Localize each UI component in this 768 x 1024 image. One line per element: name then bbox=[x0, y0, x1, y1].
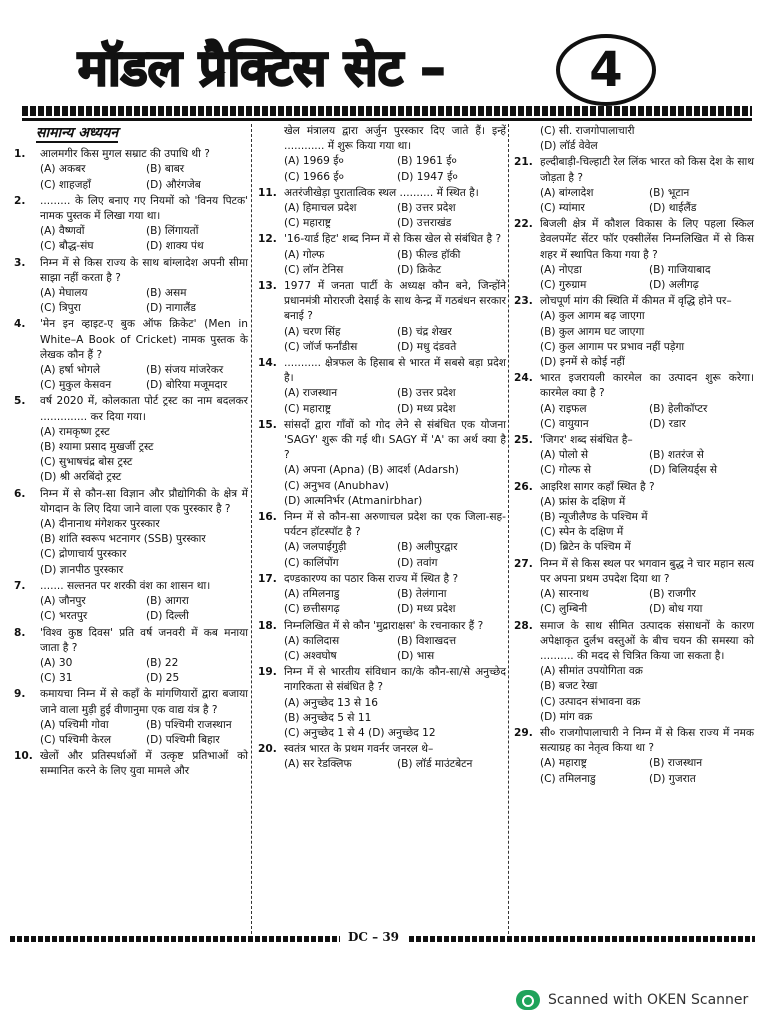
question-item bbox=[256, 665, 506, 741]
question-number: 27. bbox=[514, 557, 533, 570]
answer-option: (C) महाराष्ट्र bbox=[284, 217, 331, 230]
question-text: निम्नलिखित में से कौन 'मुद्राराक्षस' के रचनाकार हैं ? bbox=[284, 619, 484, 632]
answer-option: (B) शांति स्वरूप भटनागर (SSB) पुरस्कार bbox=[40, 533, 206, 546]
answer-option: (A) पश्चिमी गोवा bbox=[40, 718, 109, 731]
answer-option: (B) फील्ड हॉकी bbox=[397, 248, 461, 261]
answer-option: (D) रडार bbox=[649, 417, 686, 430]
answer-option: (C) छत्तीसगढ़ bbox=[284, 603, 340, 616]
question-text: समाज के साथ सीमित उत्पादक संसाधनों के कारण अपेक्षाकृत दुर्लभ वस्तुओं के बीच चयन की समस्या को .......... की मदद से चित्रित किया जा सकता है। bbox=[540, 619, 754, 662]
question-item bbox=[512, 217, 754, 293]
answer-option: (D) मांग वक्र bbox=[540, 710, 593, 723]
question-number: 4. bbox=[14, 318, 26, 331]
answer-options bbox=[540, 664, 754, 725]
question-item bbox=[512, 155, 754, 216]
answer-option: (D) बोरिया मजूमदार bbox=[146, 379, 228, 392]
answer-option: (D) आत्मनिर्भर (Atmanirbhar) bbox=[284, 494, 423, 507]
question-number: 14. bbox=[258, 357, 277, 370]
answer-option: (A) हिमाचल प्रदेश bbox=[284, 202, 357, 215]
answer-option: (B) लिंगायतों bbox=[146, 225, 199, 238]
question-text: निम्न में से कौन-सा अरुणाचल प्रदेश का एक जिला-सह-पर्यटन हॉटस्पॉट है ? bbox=[284, 511, 506, 539]
answer-options bbox=[284, 325, 506, 355]
answer-option: (D) श्री अरबिंदो ट्रस्ट bbox=[40, 471, 122, 484]
question-text: दण्डकारण्य का पठार किस राज्य में स्थित है ? bbox=[284, 572, 459, 585]
answer-option: (C) तमिलनाडु bbox=[540, 772, 596, 785]
answer-option: (B) शतरंज से bbox=[649, 449, 704, 462]
question-number: 1. bbox=[14, 148, 26, 161]
question-number: 3. bbox=[14, 256, 26, 269]
header-divider bbox=[22, 106, 752, 116]
answer-option: (A) राइफल bbox=[540, 402, 587, 415]
answer-options bbox=[40, 718, 248, 748]
answer-options bbox=[284, 248, 506, 278]
question-item bbox=[12, 394, 248, 485]
answer-option: (A) चरण सिंह bbox=[284, 325, 341, 338]
answer-option: (C) महाराष्ट्र bbox=[284, 402, 331, 415]
answer-option: (D) मध्य प्रदेश bbox=[397, 603, 456, 616]
question-number: 13. bbox=[258, 280, 277, 293]
question-item bbox=[512, 371, 754, 432]
answer-option: (C) 1966 ई० bbox=[284, 170, 345, 183]
question-number: 19. bbox=[258, 666, 277, 679]
answer-option: (A) अपना (Apna) (B) आदर्श (Adarsh) bbox=[284, 464, 459, 477]
page-title bbox=[78, 22, 578, 110]
question-item bbox=[12, 317, 248, 393]
answer-option: (A) अकबर bbox=[40, 163, 86, 176]
answer-option: (A) 30 bbox=[40, 656, 73, 669]
answer-option: (A) राजस्थान bbox=[284, 387, 338, 400]
answer-option: (D) पश्चिमी बिहार bbox=[146, 733, 220, 746]
answer-options bbox=[40, 363, 248, 393]
answer-option: (B) लॉर्ड माउंटबेटन bbox=[397, 758, 473, 771]
answer-options bbox=[540, 309, 754, 370]
answer-options bbox=[40, 594, 248, 624]
question-number: 29. bbox=[514, 726, 533, 739]
question-item bbox=[256, 186, 506, 232]
question-text: आइरिश सागर कहाँ स्थित है ? bbox=[540, 480, 655, 493]
question-text: 'मेन इन व्हाइट-ए बुक ऑफ क्रिकेट' (Men in White–A Book of Cricket) नामक पुस्तक के लेखक कौन हैं ? bbox=[40, 318, 248, 361]
answer-option: (C) अश्वघोष bbox=[284, 649, 337, 662]
answer-option: (D) उत्तराखंड bbox=[397, 217, 452, 230]
answer-option: (B) श्यामा प्रसाद मुखर्जी ट्रस्ट bbox=[40, 441, 154, 454]
question-item bbox=[512, 726, 754, 787]
question-number: 6. bbox=[14, 487, 26, 500]
question-item bbox=[512, 557, 754, 618]
answer-option: (A) गोल्फ bbox=[284, 248, 325, 261]
answer-option: (D) क्रिकेट bbox=[397, 263, 442, 276]
scanner-watermark bbox=[516, 990, 748, 1010]
section-heading: सामान्य अध्ययन bbox=[36, 126, 118, 143]
answer-option: (D) मध्य प्रदेश bbox=[397, 402, 456, 415]
answer-option: (C) 31 bbox=[40, 672, 73, 685]
question-number: 18. bbox=[258, 619, 277, 632]
question-number: 28. bbox=[514, 619, 533, 632]
answer-options bbox=[284, 587, 506, 617]
answer-options bbox=[540, 587, 754, 617]
question-text: स्वतंत्र भारत के प्रथम गवर्नर जनरल थे– bbox=[284, 743, 434, 756]
answer-option: (D) बिलियर्ड्स से bbox=[649, 464, 718, 477]
answer-option: (B) बजट रेखा bbox=[540, 680, 598, 693]
answer-option: (B) भूटान bbox=[649, 186, 690, 199]
question-number: 12. bbox=[258, 233, 277, 246]
answer-option: (D) शाक्य पंथ bbox=[146, 240, 204, 253]
answer-option: (C) वायुयान bbox=[540, 417, 589, 430]
answer-option: (C) त्रिपुरा bbox=[40, 302, 81, 315]
answer-option: (B) उत्तर प्रदेश bbox=[397, 202, 456, 215]
question-text: 'विश्व कुष्ठ दिवस' प्रति वर्ष जनवरी में कब मनाया जाता है ? bbox=[40, 626, 248, 654]
question-item bbox=[256, 510, 506, 571]
question-item bbox=[256, 232, 506, 278]
question-text: निम्न में से कौन-सा विज्ञान और प्रौद्योगिकी के क्षेत्र में योगदान के लिए दिया जाने वाला एक पुरस्कार है ? bbox=[40, 487, 248, 515]
answer-option: (D) 1947 ई० bbox=[397, 170, 458, 183]
question-text: खेल मंत्रालय द्वारा अर्जुन पुरस्कार दिए जाते हैं। इन्हें ............ में शुरू किया गया था। bbox=[284, 125, 506, 153]
question-item bbox=[512, 480, 754, 556]
answer-option: (D) ब्रिटेन के पश्चिम में bbox=[540, 541, 631, 554]
question-text: हल्दीबाड़ी-चिल्हाटी रेल लिंक भारत को किस देश के साथ जोड़ता है ? bbox=[540, 156, 754, 184]
answer-option: (A) सारनाथ bbox=[540, 588, 589, 601]
answer-option: (B) राजस्थान bbox=[649, 757, 703, 770]
answer-option: (A) वैष्णवों bbox=[40, 225, 85, 238]
answer-options bbox=[40, 517, 248, 578]
question-item bbox=[12, 626, 248, 687]
answer-option: (A) कालिदास bbox=[284, 634, 340, 647]
answer-options bbox=[284, 540, 506, 570]
answer-option: (C) कुल आगाम पर प्रभाव नहीं पड़ेगा bbox=[540, 340, 685, 353]
answer-options bbox=[540, 402, 754, 432]
column-divider-1 bbox=[251, 124, 252, 934]
question-text: निम्न में से भारतीय संविधान का/के कौन-सा/से अनुच्छेद नागरिकता से संबंधित है ? bbox=[284, 666, 506, 694]
answer-option: (B) कुल आगम घट जाएगा bbox=[540, 325, 645, 338]
question-text: कमायचा निम्न में से कहाँ के मांगणियारों द्वारा बजाया जाने वाला मुड़ी हुई वीणानुमा एक वाद्य यंत्र है ? bbox=[40, 688, 248, 716]
question-text: भारत इजरायली कारमेल का उत्पादन शुरू करेगा। कारमेल क्या है ? bbox=[540, 372, 754, 400]
answer-option: (B) आगरा bbox=[146, 595, 189, 608]
answer-option: (B) 1961 ई० bbox=[397, 155, 457, 168]
question-text: सांसदों द्वारा गाँवों को गोद लेने से संबंधित एक योजना 'SAGY' शुरू की गई थी। SAGY में 'A' का अर्थ क्या है ? bbox=[284, 418, 506, 462]
answer-option: (A) अनुच्छेद 13 से 16 bbox=[284, 696, 379, 709]
answer-option: (C) जॉर्ज फर्नांडीस bbox=[284, 340, 358, 353]
answer-option: (B) हेलीकॉप्टर bbox=[649, 402, 708, 415]
answer-option: (C) सुभाषचंद्र बोस ट्रस्ट bbox=[40, 456, 133, 469]
question-text: लोचपूर्ण मांग की स्थिति में कीमत में वृद्धि होने पर– bbox=[540, 295, 732, 308]
question-number: 21. bbox=[514, 156, 533, 169]
answer-option: (C) लुम्बिनी bbox=[540, 603, 588, 616]
answer-option: (D) थाईलैंड bbox=[649, 202, 697, 215]
question-text: 'जिगर' शब्द संबंधित है– bbox=[540, 434, 633, 447]
question-item bbox=[256, 279, 506, 355]
question-text: ........... क्षेत्रफल के हिसाब से भारत में सबसे बड़ा प्रदेश है। bbox=[284, 357, 506, 385]
answer-option: (A) हर्षा भोगले bbox=[40, 364, 101, 377]
answer-option: (B) संजय मांजरेकर bbox=[146, 364, 224, 377]
answer-option: (B) बाबर bbox=[146, 163, 185, 176]
scanner-text: Scanned with OKEN Scanner bbox=[548, 992, 749, 1008]
answer-option: (B) चंद्र शेखर bbox=[397, 325, 452, 338]
answer-options bbox=[540, 756, 754, 786]
question-number: 17. bbox=[258, 572, 277, 585]
question-text: ....... सल्तनत पर शरकी वंश का शासन था। bbox=[40, 579, 211, 592]
answer-option: (D) गुजरात bbox=[649, 772, 696, 785]
question-item bbox=[256, 418, 506, 509]
answer-option: (A) तमिलनाडु bbox=[284, 588, 340, 601]
answer-option: (B) अलीपुरद्वार bbox=[397, 541, 458, 554]
question-item bbox=[256, 742, 506, 772]
answer-option: (C) स्पेन के दक्षिण में bbox=[540, 526, 624, 539]
answer-option: (C) द्रोणाचार्य पुरस्कार bbox=[40, 548, 127, 561]
question-number: 26. bbox=[514, 480, 533, 493]
question-text: निम्न में से किस राज्य के साथ बांग्लादेश अपनी सीमा साझा नहीं करता है ? bbox=[40, 256, 248, 284]
answer-option: (C) अनुच्छेद 1 से 4 (D) अनुच्छेद 12 bbox=[284, 726, 436, 739]
answer-option: (D) भास bbox=[397, 649, 435, 662]
answer-option: (A) सीमांत उपयोगिता वक्र bbox=[540, 665, 643, 678]
answer-options bbox=[284, 757, 506, 772]
answer-option: (A) जौनपुर bbox=[40, 595, 86, 608]
question-item bbox=[12, 147, 248, 193]
question-column-3 bbox=[512, 124, 754, 788]
answer-option: (D) लॉर्ड वेवेल bbox=[540, 140, 598, 153]
question-item bbox=[512, 294, 754, 370]
question-column-1 bbox=[12, 124, 248, 781]
question-text: बिजली क्षेत्र में कौशल विकास के लिए पहला स्किल डेवलपमेंट सेंटर फॉर एक्सीलेंस निम्नलिखित में से किस शहर में स्थापित किया गया है ? bbox=[540, 218, 754, 261]
question-item bbox=[512, 619, 754, 725]
answer-option: (C) उत्पादन संभावना वक्र bbox=[540, 695, 641, 708]
question-item bbox=[12, 256, 248, 317]
answer-option: (C) कालिंपोंग bbox=[284, 556, 339, 569]
answer-option: (C) सी. राजगोपालाचारी bbox=[540, 125, 635, 137]
answer-option: (D) ज्ञानपीठ पुरस्कार bbox=[40, 563, 124, 576]
answer-options bbox=[284, 696, 506, 742]
answer-option: (C) भरतपुर bbox=[40, 610, 88, 623]
question-item bbox=[12, 687, 248, 748]
answer-option: (B) राजगीर bbox=[649, 588, 696, 601]
answer-option: (B) तेलंगाना bbox=[397, 588, 447, 601]
question-number: 25. bbox=[514, 434, 533, 447]
question-number: 2. bbox=[14, 194, 26, 207]
answer-option: (A) 1969 ई० bbox=[284, 155, 344, 168]
question-text: निम्न में से किस स्थल पर भगवान बुद्ध ने चार महान सत्य पर अपना प्रथम उपदेश दिया था ? bbox=[540, 557, 754, 585]
answer-options bbox=[284, 634, 506, 664]
question-text: '16-यार्ड हिट' शब्द निम्न में से किस खेल से संबंधित है ? bbox=[284, 233, 502, 246]
set-number-badge: 4 bbox=[556, 34, 656, 106]
answer-option: (B) अनुच्छेद 5 से 11 bbox=[284, 711, 372, 724]
answer-option: (C) म्यांमार bbox=[540, 202, 585, 215]
answer-option: (A) कुल आगम बढ़ जाएगा bbox=[540, 310, 645, 323]
answer-option: (A) दीनानाथ मंगेशकर पुरस्कार bbox=[40, 518, 160, 531]
question-number: 8. bbox=[14, 626, 26, 639]
question-number: 7. bbox=[14, 579, 26, 592]
answer-option: (C) पश्चिमी केरल bbox=[40, 733, 112, 746]
scanner-logo-icon bbox=[516, 990, 540, 1010]
question-text: खेलों और प्रतिस्पर्धाओं में उत्कृष्ट प्रतिभाओं को सम्मानित करने के लिए युवा मामले और bbox=[40, 750, 248, 778]
answer-options bbox=[284, 386, 506, 416]
answer-option: (D) अलीगढ़ bbox=[649, 279, 699, 292]
answer-options bbox=[284, 201, 506, 231]
answer-option: (B) न्यूजीलैण्ड के पश्चिम में bbox=[540, 511, 648, 524]
question-item bbox=[12, 749, 248, 779]
answer-options bbox=[540, 124, 754, 154]
question-number: 23. bbox=[514, 295, 533, 308]
answer-options bbox=[284, 154, 506, 184]
title-text: मॉडल प्रैक्टिस सेट – bbox=[78, 39, 446, 97]
answer-options bbox=[540, 448, 754, 478]
question-number: 16. bbox=[258, 511, 277, 524]
page-number: DC – 39 bbox=[340, 930, 407, 944]
answer-option: (C) गोल्फ से bbox=[540, 464, 591, 477]
question-item bbox=[512, 124, 754, 154]
answer-option: (C) लॉन टेनिस bbox=[284, 263, 344, 276]
answer-option: (C) मुकुल केसवन bbox=[40, 379, 112, 392]
question-number: 22. bbox=[514, 218, 533, 231]
question-number: 10. bbox=[14, 750, 33, 763]
answer-option: (A) बांग्लादेश bbox=[540, 186, 594, 199]
answer-option: (A) जलपाईगुड़ी bbox=[284, 541, 347, 554]
answer-options bbox=[284, 463, 506, 509]
question-text: सी० राजगोपालाचारी ने निम्न में से किस राज्य में नमक सत्याग्रह का नेतृत्व किया था ? bbox=[540, 726, 754, 755]
answer-option: (B) 22 bbox=[146, 656, 179, 669]
question-text: वर्ष 2020 में, कोलकाता पोर्ट ट्रस्ट का नाम बदलकर .............. कर दिया गया। bbox=[40, 395, 248, 423]
question-column-2 bbox=[256, 124, 506, 774]
answer-option: (C) अनुभव (Anubhav) bbox=[284, 479, 389, 492]
answer-option: (A) महाराष्ट्र bbox=[540, 757, 587, 770]
answer-option: (D) दिल्ली bbox=[146, 610, 189, 623]
answer-option: (D) औरंगजेब bbox=[146, 178, 201, 191]
answer-options bbox=[540, 186, 754, 216]
answer-option: (A) नोएडा bbox=[540, 263, 582, 276]
question-item bbox=[12, 487, 248, 578]
question-item bbox=[256, 356, 506, 417]
answer-option: (A) मेघालय bbox=[40, 287, 88, 300]
answer-options bbox=[40, 224, 248, 254]
answer-option: (C) शाहजहाँ bbox=[40, 178, 91, 191]
answer-options bbox=[540, 495, 754, 556]
answer-option: (D) इनमें से कोई नहीं bbox=[540, 356, 625, 369]
answer-option: (D) बोध गया bbox=[649, 603, 703, 616]
column-divider-2 bbox=[508, 124, 509, 934]
answer-option: (A) रामकृष्ण ट्रस्ट bbox=[40, 425, 110, 438]
question-text: ......... के लिए बनाए गए नियमों को 'विनय पिटक' नामक पुस्तक में लिखा गया था। bbox=[40, 194, 248, 223]
answer-option: (B) गाजियाबाद bbox=[649, 263, 711, 276]
answer-option: (B) उत्तर प्रदेश bbox=[397, 387, 456, 400]
answer-options bbox=[40, 162, 248, 192]
question-text: 1977 में जनता पार्टी के अध्यक्ष कौन बने, जिन्होंने प्रधानमंत्री मोरारजी देसाई के साथ केन्द्र में गठबंधन सरकार बनाई ? bbox=[284, 280, 506, 323]
answer-option: (C) बौद्ध-संघ bbox=[40, 240, 94, 253]
answer-option: (D) 25 bbox=[146, 672, 180, 685]
question-item bbox=[256, 619, 506, 665]
answer-option: (A) फ्रांस के दक्षिण में bbox=[540, 495, 626, 508]
header-divider-line bbox=[22, 118, 752, 121]
answer-option: (D) तवांग bbox=[397, 556, 438, 569]
question-item bbox=[256, 572, 506, 618]
question-number: 9. bbox=[14, 688, 26, 701]
answer-options bbox=[40, 656, 248, 686]
answer-option: (B) विशाखदत्त bbox=[397, 634, 457, 647]
answer-option: (A) सर रेडक्लिफ bbox=[284, 758, 352, 771]
answer-option: (B) पश्चिमी राजस्थान bbox=[146, 718, 232, 731]
answer-option: (C) गुरुग्राम bbox=[540, 279, 587, 292]
answer-option: (A) पोलो से bbox=[540, 449, 589, 462]
question-item bbox=[12, 579, 248, 625]
answer-options bbox=[40, 425, 248, 486]
question-text: आलमगीर किस मुगल सम्राट की उपाधि थी ? bbox=[40, 148, 210, 161]
question-item bbox=[12, 194, 248, 255]
question-text: अतरंजीखेड़ा पुरातात्विक स्थल .......... में स्थित है। bbox=[284, 186, 479, 199]
answer-option: (D) नागालैंड bbox=[146, 302, 196, 315]
question-number: 20. bbox=[258, 743, 277, 756]
question-item bbox=[256, 124, 506, 185]
answer-options bbox=[540, 263, 754, 293]
question-number: 5. bbox=[14, 395, 26, 408]
question-number: 11. bbox=[258, 186, 277, 199]
question-number: 15. bbox=[258, 418, 277, 431]
answer-options bbox=[40, 286, 248, 316]
answer-option: (D) मधु दंडवते bbox=[397, 340, 457, 353]
question-number: 24. bbox=[514, 372, 533, 385]
question-item bbox=[512, 433, 754, 479]
answer-option: (B) असम bbox=[146, 287, 187, 300]
